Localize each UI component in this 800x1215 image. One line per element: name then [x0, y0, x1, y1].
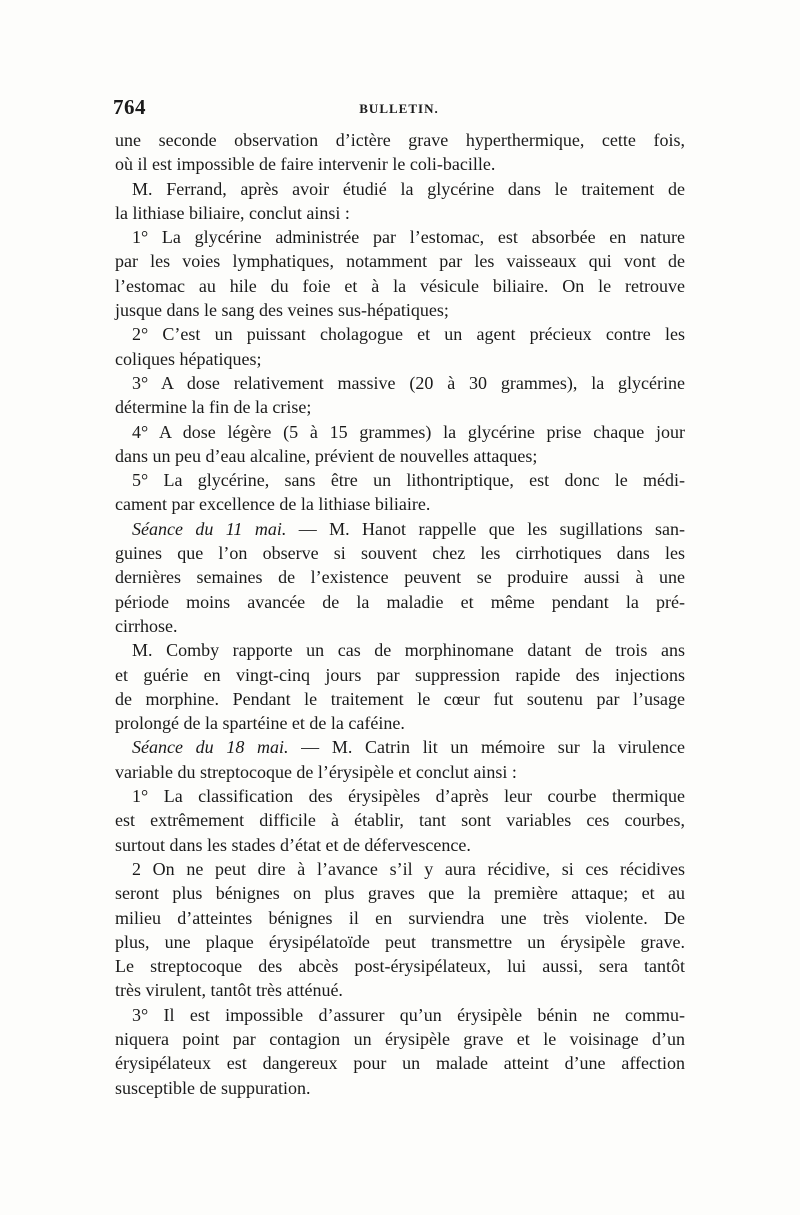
line-text: guines que l’on observe si souvent chez les cirrhotiques dans les [115, 543, 685, 564]
line-text: coliques hépatiques; [115, 348, 262, 369]
line-text: par les voies lymphatiques, notamment par les vaisseaux qui vont de [115, 251, 685, 272]
line-text: l’estomac au hile du foie et à la vésicule biliaire. On le retrouve [115, 275, 685, 296]
text-line [115, 784, 685, 808]
text-line [115, 833, 685, 857]
text-line [115, 517, 685, 541]
text-line [115, 857, 685, 881]
line-text: de morphine. Pendant le traitement le cœur fut soutenu par l’usage [115, 688, 685, 709]
text-line [115, 930, 685, 954]
line-text: est extrêmement difficile à établir, tant sont variables ces courbes, [115, 810, 685, 831]
text-line [115, 1076, 685, 1100]
line-text: M. Comby rapporte un cas de morphinomane datant de trois ans [132, 640, 685, 661]
line-text: cirrhose. [115, 615, 178, 636]
text-line [115, 347, 685, 371]
line-text: 3° A dose relativement massive (20 à 30 grammes), la glycérine [132, 372, 685, 393]
text-line [115, 614, 685, 638]
text-line [115, 128, 685, 152]
line-text: dans un peu d’eau alcaline, prévient de nouvelles attaques; [115, 445, 538, 466]
line-text: surtout dans les stades d’état et de défervescence. [115, 834, 471, 855]
text-line [115, 1003, 685, 1027]
text-line [115, 371, 685, 395]
text-line [115, 177, 685, 201]
text-line [115, 468, 685, 492]
line-text: très virulent, tantôt très atténué. [115, 980, 343, 1001]
text-line [115, 906, 685, 930]
line-text: 2° C’est un puissant cholagogue et un agent précieux contre les [132, 324, 685, 345]
text-line [115, 152, 685, 176]
line-text: détermine la fin de la crise; [115, 397, 312, 418]
session-date: Séance du 11 mai. [132, 518, 287, 539]
text-line [115, 420, 685, 444]
line-text: 4° A dose légère (5 à 15 grammes) la glycérine prise chaque jour [132, 421, 685, 442]
text-line [115, 322, 685, 346]
text-line [115, 541, 685, 565]
line-text: la lithiase biliaire, conclut ainsi : [115, 202, 350, 223]
line-text: plus, une plaque érysipélatoïde peut transmettre un érysipèle grave. [115, 931, 685, 952]
line-text: 1° La classification des érysipèles d’après leur courbe thermique [132, 786, 685, 807]
line-text: érysipélateux est dangereux pour un malade atteint d’une affection [115, 1053, 685, 1074]
text-line [115, 735, 685, 759]
text-line [115, 492, 685, 516]
text-line [115, 638, 685, 662]
line-text: — M. Hanot rappelle que les sugillations san- [286, 518, 685, 539]
text-line [115, 590, 685, 614]
body-text [115, 128, 685, 1100]
line-text: 3° Il est impossible d’assurer qu’un érysipèle bénin ne commu- [132, 1004, 685, 1025]
text-line [115, 225, 685, 249]
line-text: cament par excellence de la lithiase biliaire. [115, 494, 431, 515]
line-text: M. Ferrand, après avoir étudié la glycérine dans le traitement de [132, 178, 685, 199]
line-text: période moins avancée de la maladie et même pendant la pré- [115, 591, 685, 612]
line-text: seront plus bénignes on plus graves que la première attaque; et au [115, 883, 685, 904]
line-text: 1° La glycérine administrée par l’estomac, est absorbée en nature [132, 227, 685, 248]
text-line [115, 201, 685, 225]
line-text: 2 On ne peut dire à l’avance s’il y aura récidive, si ces récidives [132, 858, 685, 879]
line-text: une seconde observation d’ictère grave hyperthermique, cette fois, [115, 130, 685, 150]
line-text: Le streptocoque des abcès post-érysipélateux, lui aussi, sera tantôt [115, 956, 685, 977]
page-number: 764 [113, 95, 146, 119]
line-text: dernières semaines de l’existence peuvent se produire aussi à une [115, 567, 685, 588]
line-text: 5° La glycérine, sans être un lithontriptique, est donc le médi- [132, 470, 685, 491]
text-line [115, 760, 685, 784]
text-line [115, 954, 685, 978]
text-line [115, 663, 685, 687]
line-text: jusque dans le sang des veines sus-hépatiques; [115, 300, 449, 321]
text-line [115, 444, 685, 468]
text-line [115, 1027, 685, 1051]
text-line [115, 881, 685, 905]
text-line [115, 687, 685, 711]
running-head: BULLETIN. [359, 101, 439, 116]
line-text: variable du streptocoque de l’érysipèle et conclut ainsi : [115, 761, 517, 782]
text-line [115, 978, 685, 1002]
page-header [113, 95, 685, 125]
line-text: susceptible de suppuration. [115, 1077, 311, 1098]
text-line [115, 298, 685, 322]
text-line [115, 565, 685, 589]
line-text: où il est impossible de faire intervenir le coli-bacille. [115, 154, 496, 175]
session-date: Séance du 18 mai. [132, 737, 289, 758]
text-line [115, 808, 685, 832]
text-line [115, 1051, 685, 1075]
text-line [115, 711, 685, 735]
line-text: prolongé de la spartéine et de la caféine. [115, 713, 405, 734]
line-text: niquera point par contagion un érysipèle grave et le voisinage d’un [115, 1028, 685, 1049]
line-text: et guérie en vingt-cinq jours par suppression rapide des injections [115, 664, 685, 685]
line-text: milieu d’atteintes bénignes il en surviendra une très violente. De [115, 907, 685, 928]
text-line [115, 249, 685, 273]
text-line [115, 274, 685, 298]
line-text: — M. Catrin lit un mémoire sur la virulence [288, 737, 685, 758]
text-line [115, 395, 685, 419]
